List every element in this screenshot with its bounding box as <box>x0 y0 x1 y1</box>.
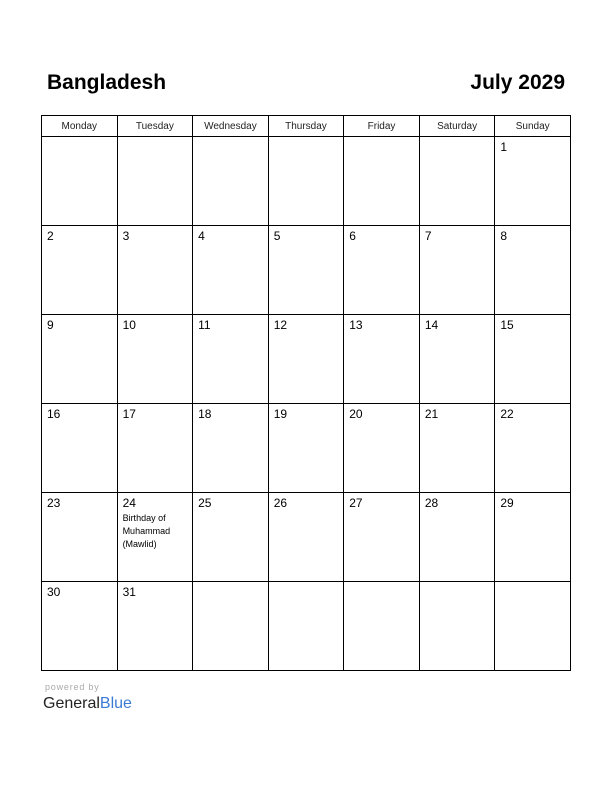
week-row <box>42 315 571 404</box>
calendar-body <box>42 137 571 671</box>
day-number: 28 <box>424 496 439 510</box>
empty-day-cell <box>268 137 344 226</box>
day-cell <box>419 226 495 315</box>
day-cell <box>117 226 193 315</box>
day-cell <box>268 226 344 315</box>
day-cell <box>117 315 193 404</box>
day-cell <box>344 493 420 582</box>
day-cell <box>193 226 269 315</box>
day-number: 18 <box>198 407 212 421</box>
week-row <box>42 404 571 493</box>
day-number: 20 <box>349 407 363 421</box>
day-cell <box>42 315 118 404</box>
day-cell <box>268 315 344 404</box>
day-number: 15 <box>500 318 514 332</box>
day-number: 7 <box>424 229 432 243</box>
day-cell <box>419 404 495 493</box>
day-cell <box>495 404 571 493</box>
empty-day-cell <box>193 582 269 671</box>
day-cell <box>42 404 118 493</box>
country-title: Bangladesh <box>47 71 167 94</box>
day-number: 13 <box>349 318 363 332</box>
holiday-label: Birthday of Muhammad (Mawlid) <box>122 513 171 549</box>
weekday-header: Tuesday <box>117 116 193 137</box>
brand-logo <box>43 694 132 714</box>
empty-day-cell <box>344 582 420 671</box>
day-number: 4 <box>198 229 205 243</box>
day-cell <box>495 226 571 315</box>
weekday-header: Saturday <box>419 116 495 137</box>
day-number: 12 <box>273 318 288 332</box>
day-cell <box>193 404 269 493</box>
day-number: 23 <box>47 496 61 510</box>
day-cell <box>193 493 269 582</box>
empty-day-cell <box>117 137 193 226</box>
day-cell <box>344 315 420 404</box>
day-cell <box>117 582 193 671</box>
day-number: 17 <box>122 407 136 421</box>
day-number: 2 <box>47 229 54 243</box>
day-number: 26 <box>273 496 288 510</box>
day-cell <box>495 137 571 226</box>
weekday-header: Monday <box>42 116 118 137</box>
month-title: July 2029 <box>470 71 565 94</box>
day-number: 31 <box>122 585 136 599</box>
footer <box>43 681 132 714</box>
week-row <box>42 582 571 671</box>
day-cell <box>344 404 420 493</box>
empty-day-cell <box>268 582 344 671</box>
brand-general-text: General <box>43 695 100 712</box>
day-number: 9 <box>47 318 54 332</box>
day-cell <box>42 493 118 582</box>
empty-day-cell <box>419 137 495 226</box>
day-cell <box>42 582 118 671</box>
day-cell <box>193 315 269 404</box>
brand-blue-text: Blue <box>99 695 132 712</box>
weekday-header-row <box>42 116 571 137</box>
day-cell <box>117 493 193 582</box>
empty-day-cell <box>193 137 269 226</box>
day-number: 29 <box>500 496 514 510</box>
day-number: 6 <box>349 229 356 243</box>
empty-day-cell <box>344 137 420 226</box>
day-number: 5 <box>273 229 281 243</box>
calendar-grid <box>41 115 571 671</box>
week-row <box>42 226 571 315</box>
day-number: 19 <box>273 407 288 421</box>
day-number: 21 <box>424 407 439 421</box>
day-cell <box>419 315 495 404</box>
day-cell <box>419 493 495 582</box>
day-cell <box>268 404 344 493</box>
empty-day-cell <box>419 582 495 671</box>
day-number: 30 <box>47 585 61 599</box>
day-number: 24 <box>122 496 136 510</box>
weekday-header: Friday <box>344 116 420 137</box>
day-cell <box>495 493 571 582</box>
day-cell <box>117 404 193 493</box>
day-number: 16 <box>47 407 61 421</box>
day-cell <box>42 226 118 315</box>
day-number: 25 <box>198 496 212 510</box>
day-cell <box>495 315 571 404</box>
day-number: 14 <box>424 318 439 332</box>
day-number: 27 <box>349 496 363 510</box>
day-number: 3 <box>122 229 130 243</box>
empty-day-cell <box>42 137 118 226</box>
day-cell <box>344 226 420 315</box>
weekday-header: Thursday <box>268 116 344 137</box>
weekday-header: Sunday <box>495 116 571 137</box>
day-number: 11 <box>198 318 211 332</box>
week-row <box>42 137 571 226</box>
weekday-header: Wednesday <box>193 116 269 137</box>
day-cell <box>268 493 344 582</box>
day-number: 22 <box>500 407 514 421</box>
day-number: 10 <box>122 318 136 332</box>
powered-by-text: powered by <box>45 682 100 692</box>
week-row <box>42 493 571 582</box>
empty-day-cell <box>495 582 571 671</box>
day-number: 8 <box>500 229 508 243</box>
day-number: 1 <box>500 140 508 154</box>
